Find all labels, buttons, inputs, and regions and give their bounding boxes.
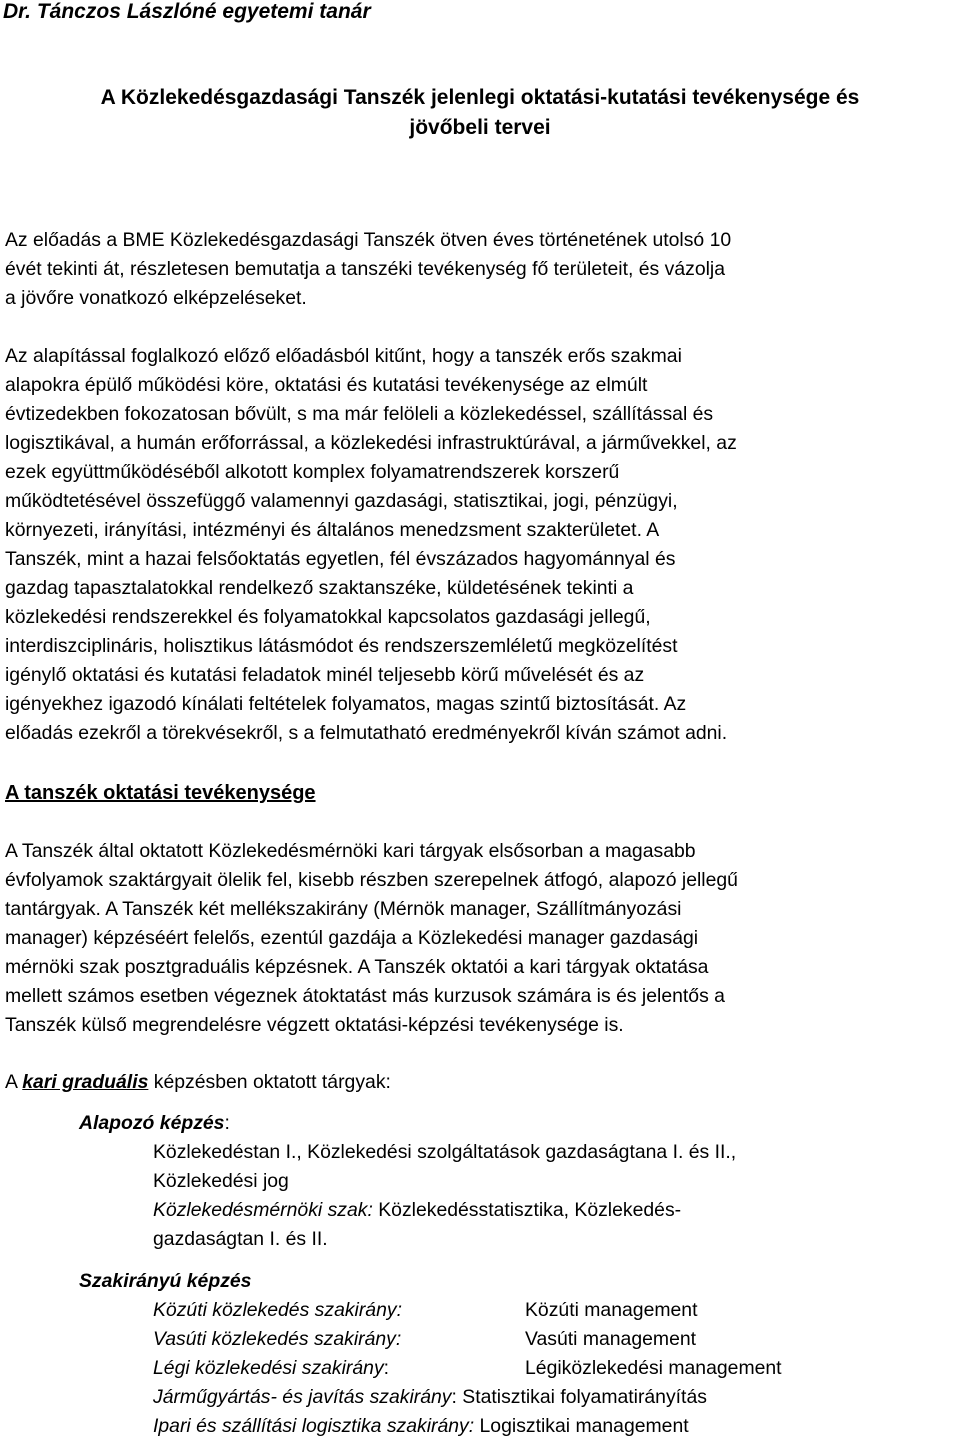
alapozo-heading-text: Alapozó képzés	[79, 1112, 225, 1134]
section-line: mellett számos esetben végeznek átoktatást más kurzusok számára is és jelentős a	[5, 985, 725, 1007]
intro-line: működtetésével összefüggő valamennyi gazdasági, statisztikai, jogi, pénzügyi,	[5, 490, 678, 512]
szakirany-value: Logisztikai management	[474, 1415, 689, 1437]
szakirany-colon: :	[383, 1357, 390, 1379]
szakirany-row-value: Közúti management	[525, 1299, 698, 1321]
szakirany-row-value: Vasúti management	[525, 1328, 697, 1350]
szakirany-label: Vasúti közlekedés szakirány:	[153, 1328, 402, 1350]
alapozo-colon: :	[224, 1112, 230, 1134]
section-line: tantárgyak. A Tanszék két mellékszakirány (Mérnök manager, Szállítmányozási	[5, 898, 682, 920]
abstract-line: a jövőre vonatkozó elképzeléseket.	[5, 287, 307, 309]
szakirany-value: Statisztikai folyamatirányítás	[456, 1386, 707, 1408]
intro-line: környezeti, irányítási, intézményi és általános menedzsment szakterületet. A	[5, 519, 660, 541]
document-title	[20, 83, 940, 143]
intro-line: Tanszék, mint a hazai felsőoktatás egyetlen, fél évszázados hagyománnyal és	[5, 548, 676, 570]
section-line: manager) képzéséért felelős, ezentúl gazdája a Közlekedési manager gazdasági	[5, 927, 699, 949]
section-line: évfolyamok szaktárgyait ölelik fel, kisebb részben szerepelnek átfogó, alapozó jellegű	[5, 869, 738, 891]
section-line: A Tanszék által oktatott Közlekedésmérnöki kari tárgyak elsősorban a magasabb	[5, 840, 696, 862]
szakirany-row-value: Légiközlekedési management	[525, 1357, 782, 1379]
alapozo-szak-line-2: gazdaságtan I. és II.	[153, 1228, 328, 1250]
intro-line: Az alapítással foglalkozó előző előadásból kitűnt, hogy a tanszék erős szakmai	[5, 345, 682, 367]
szakirany-row-label	[153, 1296, 402, 1325]
szakirany-row-label	[153, 1325, 401, 1354]
kari-suffix: képzésben oktatott tárgyak:	[148, 1071, 391, 1093]
intro-line: alapokra épülő működési köre, oktatási és kutatási tevékenysége az elmúlt	[5, 374, 648, 396]
title-line-1: A Közlekedésgazdasági Tanszék jelenlegi oktatási-kutatási tevékenysége és	[100, 86, 860, 109]
intro-line: igénylő oktatási és kutatási feladatok minél teljesebb körű művelését és az	[5, 664, 645, 686]
title-line-2: jövőbeli tervei	[409, 116, 551, 139]
szakirany-row-label	[153, 1354, 389, 1383]
intro-line: interdiszciplináris, holisztikus látásmódot és rendszerszemléletű megközelítést	[5, 635, 678, 657]
intro-line: ezek együttműködéséből alkotott komplex folyamatrendszerek korszerű	[5, 461, 620, 483]
kari-bold: kari graduális	[22, 1071, 149, 1093]
alapozo-szak-label: Közlekedésmérnöki szak:	[153, 1199, 373, 1221]
section-line: mérnöki szak posztgraduális képzésnek. A Tanszék oktatói a kari tárgyak oktatása	[5, 956, 709, 978]
alapozo-szak-line	[153, 1196, 681, 1225]
intro-line: évtizedekben fokozatosan bővült, s ma már felöleli a közlekedéssel, szállítással és	[5, 403, 714, 425]
section-line: Tanszék külső megrendelésre végzett oktatási-képzési tevékenysége is.	[5, 1014, 624, 1036]
szakirany-label: Közúti közlekedés szakirány:	[153, 1299, 402, 1321]
section-heading: A tanszék oktatási tevékenysége	[5, 782, 316, 804]
szakirany-label: Ipari és szállítási logisztika szakirány:	[153, 1415, 475, 1437]
abstract-paragraph	[5, 226, 955, 313]
intro-line: igényekhez igazodó kínálati feltételek folyamatos, magas szintű biztosítását. Az	[5, 693, 687, 715]
szakirany-label: Légi közlekedési szakirány	[153, 1357, 384, 1379]
intro-line: gazdag tapasztalatokkal rendelkező szaktanszéke, küldetésének tekinti a	[5, 577, 634, 599]
szakiranyu-heading: Szakirányú képzés	[79, 1270, 252, 1292]
alapozo-line-1: Közlekedéstan I., Közlekedési szolgáltatások gazdaságtana I. és II.,	[153, 1141, 737, 1163]
intro-line: közlekedési rendszerekkel és folyamatokkal kapcsolatos gazdasági jellegű,	[5, 606, 651, 628]
intro-line: logisztikával, a humán erőforrással, a közlekedési infrastruktúrával, a járművekkel, az	[5, 432, 737, 454]
szakirany-row-4	[153, 1383, 707, 1412]
section-paragraph	[5, 837, 955, 1040]
abstract-line: évét tekinti át, részletesen bemutatja a tanszéki tevékenység fő területeit, és vázolja	[5, 258, 726, 280]
alapozo-szak-text: Közlekedésstatisztika, Közlekedés-	[372, 1199, 682, 1221]
intro-paragraph	[5, 342, 955, 748]
szakirany-label: Járműgyártás- és javítás szakirány	[153, 1386, 452, 1408]
kari-prefix: A	[5, 1071, 23, 1093]
alapozo-heading	[79, 1109, 230, 1138]
kari-intro	[5, 1068, 391, 1097]
abstract-line: Az előadás a BME Közlekedésgazdasági Tanszék ötven éves történetének utolsó 10	[5, 229, 732, 251]
szakirany-colon: :	[451, 1386, 457, 1408]
alapozo-line-2: Közlekedési jog	[153, 1170, 289, 1192]
szakirany-row-5	[153, 1412, 689, 1441]
intro-line: előadás ezekről a törekvésekről, s a felmutatható eredményekről kíván számot adni.	[5, 722, 728, 744]
author-line: Dr. Tánczos Lászlóné egyetemi tanár	[3, 0, 371, 23]
